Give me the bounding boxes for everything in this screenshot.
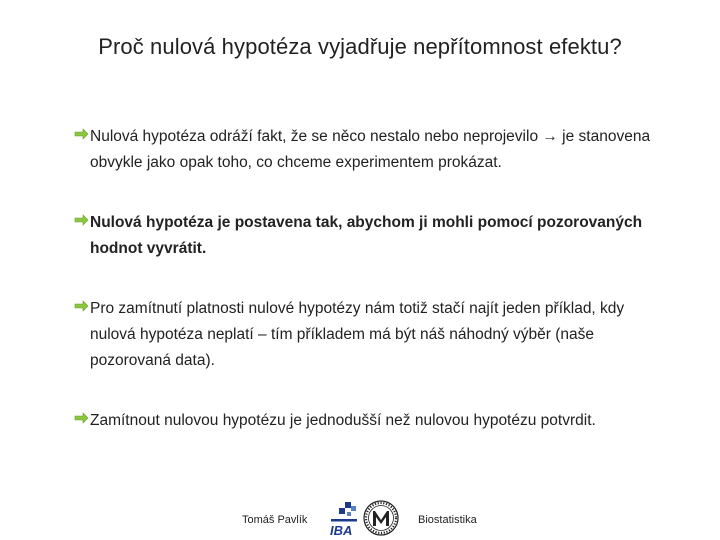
muni-seal-logo bbox=[362, 498, 400, 538]
iba-logo-text: IBA bbox=[330, 523, 353, 538]
bullet-item bbox=[74, 408, 674, 434]
arrow-right-icon bbox=[74, 299, 90, 313]
bullet-text: Zamítnout nulovou hypotézu je jednodušší než nulovou hypotézu potvrdit. bbox=[90, 412, 596, 429]
iba-logo bbox=[327, 500, 359, 538]
slide-footer bbox=[0, 498, 720, 540]
bullet-text: Pro zamítnutí platnosti nulové hypotézy nám totiž stačí najít jeden příklad, kdy nulová hypotéza neplatí – tím příkladem má být náš náhodný výběr (naše pozorovaná data). bbox=[90, 300, 625, 369]
bullet-text: Nulová hypotéza odráží fakt, že se něco nestalo nebo neprojevilo → je stanovena obvykle jako opak toho, co chceme experimentem prokázat. bbox=[90, 128, 651, 171]
slide-title: Proč nulová hypotéza vyjadřuje nepřítomnost efektu? bbox=[98, 34, 622, 59]
bullet-item bbox=[74, 296, 674, 374]
bullet-item bbox=[74, 210, 674, 262]
bullet-text: Nulová hypotéza je postavena tak, abychom ji mohli pomocí pozorovaných hodnot vyvrátit. bbox=[90, 214, 643, 257]
footer-author: Tomáš Pavlík bbox=[242, 514, 308, 526]
arrow-right-icon bbox=[74, 411, 90, 425]
arrow-right-icon bbox=[74, 213, 90, 227]
arrow-right-icon bbox=[74, 127, 90, 141]
bullet-item bbox=[74, 124, 674, 176]
footer-subject: Biostatistika bbox=[418, 514, 477, 526]
